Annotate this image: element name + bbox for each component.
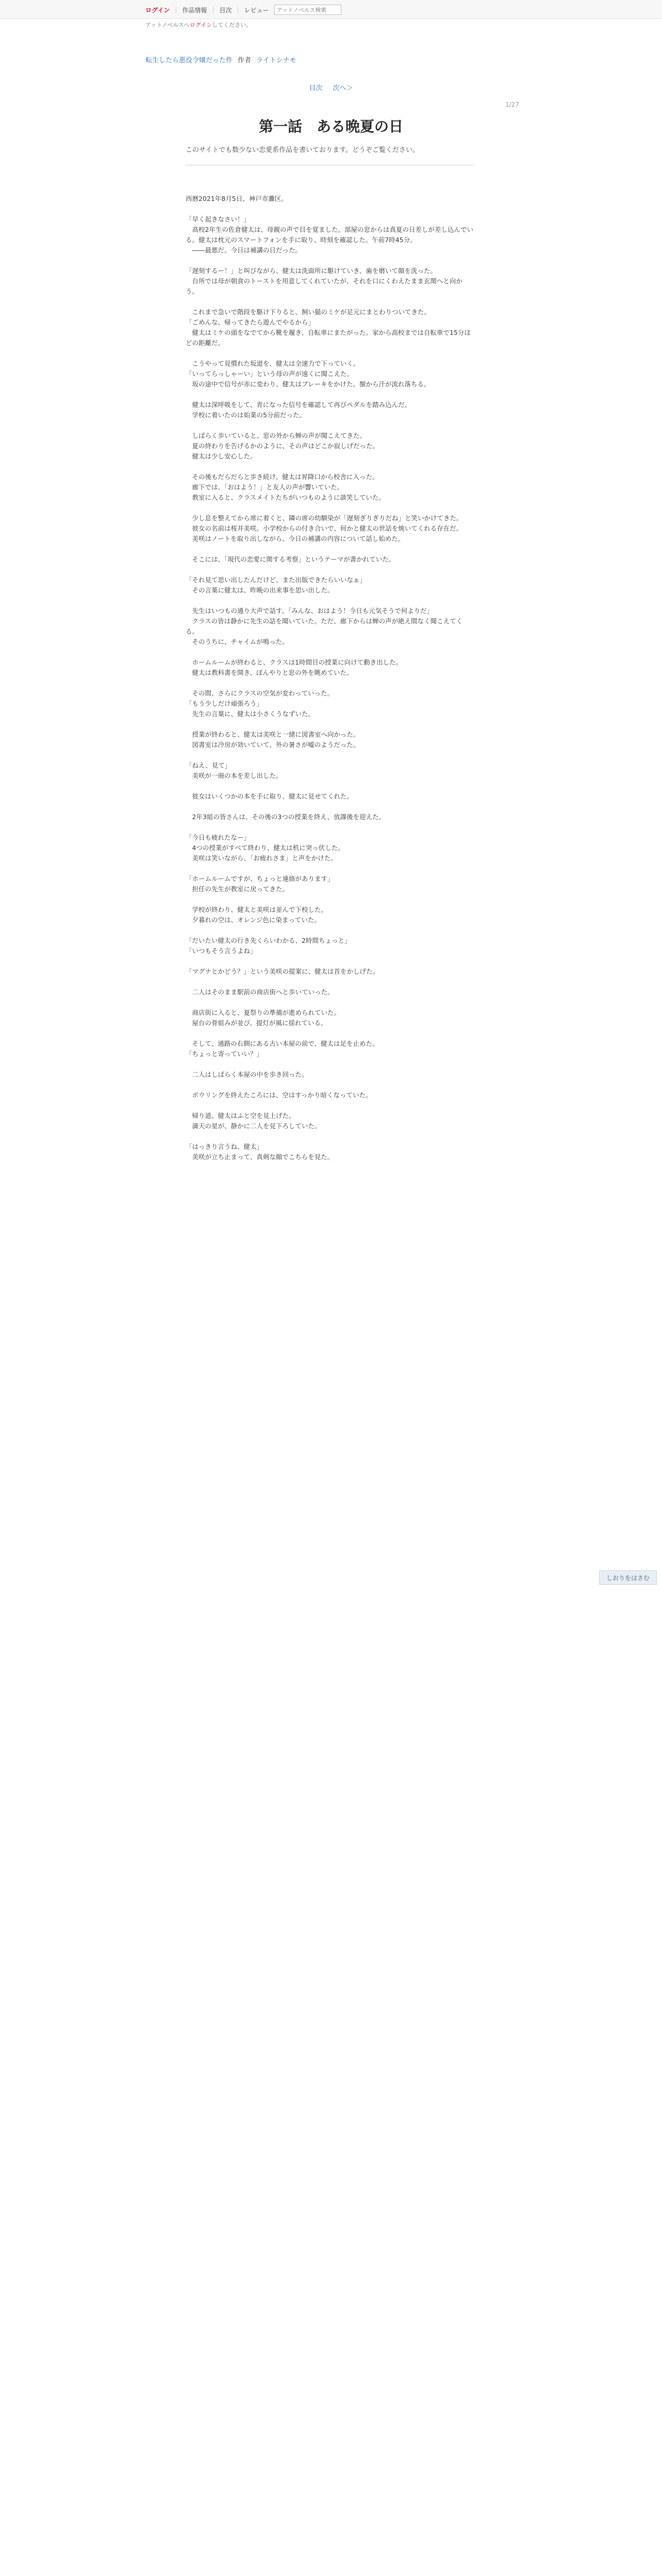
top-bar	[0, 0, 662, 19]
novel-paragraph: 高校2年生の佐倉健太は、母親の声で目を覚ました。部屋の窓からは真夏の日差しが差し込んでいる。健太は枕元のスマートフォンを手に取り、時刻を確認した。午前7時45分。	[186, 226, 473, 244]
novel-paragraph: 「いつもそう言うよね」	[186, 947, 257, 955]
novel-paragraph: 西暦2021年8月5日、神戸市灘区。	[186, 195, 288, 202]
novel-paragraph: そして、通路の右側にある古い本屋の前で、健太は足を止めた。	[186, 1040, 379, 1047]
novel-body	[186, 194, 474, 1162]
novel-paragraph: 教室に入ると、クラスメイトたちがいつものように談笑していた。	[186, 494, 385, 501]
search-input[interactable]	[274, 5, 341, 15]
paragraph-gap	[186, 678, 474, 688]
novel-paragraph: 二人はしばらく本屋の中を歩き回った。	[186, 1071, 308, 1078]
paragraph-gap	[186, 781, 474, 791]
novel-paragraph: 健太は深呼吸をして、青になった信号を確認して再びペダルを踏み込んだ。	[186, 401, 411, 409]
novel-paragraph: 美咲は笑いながら、「お疲れさま」と声をかけた。	[186, 854, 337, 862]
guest-prefix: アットノベルスへ	[145, 22, 190, 28]
nav-work-info[interactable]: 作品情報	[182, 6, 207, 14]
novel-paragraph: しばらく歩いていると、窓の外から蝉の声が聞こえてきた。	[186, 432, 367, 439]
novel-paragraph: そこには、「現代の恋愛に関する考察」というテーマが書かれていた。	[186, 555, 395, 563]
nav-review[interactable]: レビュー	[244, 6, 269, 14]
novel-paragraph: 坂の途中で信号が赤に変わり、健太はブレーキをかけた。額から汗が流れ落ちる。	[186, 380, 431, 388]
novel-paragraph: 彼女の名前は桜井美咲。小学校からの付き合いで、何かと健太の世話を焼いてくれる存在だ。	[186, 524, 463, 532]
novel-paragraph: 学校が終わり、健太と美咲は並んで下校した。	[186, 906, 328, 913]
novel-paragraph: 美咲が一冊の本を差し出した。	[186, 772, 283, 779]
paragraph-gap	[186, 420, 474, 431]
novel-paragraph: 授業が終わると、健太は美咲と一緒に図書室へ向かった。	[186, 731, 360, 738]
novel-paragraph: ――最悪だ。今日は補講の日だった。	[186, 246, 302, 254]
divider: |	[212, 6, 214, 13]
novel-paragraph: 先生はいつもの通り大声で話す。「みんな、おはよう！今日も元気そうで何よりだ」	[186, 607, 434, 615]
paragraph-gap	[186, 822, 474, 833]
paragraph-gap	[186, 925, 474, 936]
novel-paragraph: こうやって見慣れた坂道を、健太は全速力で下っていく。	[186, 360, 360, 367]
novel-paragraph: 少し息を整えてから席に着くと、隣の席の幼馴染が「遅刻ぎりぎりだね」と笑いかけてきた。	[186, 514, 463, 522]
novel-paragraph: 健太は教科書を開き、ぼんやりと窓の外を眺めていた。	[186, 669, 353, 676]
novel-paragraph: その後もだらだらと歩き続け、健太は昇降口から校舎に入った。	[186, 473, 379, 481]
novel-paragraph: 彼女はいくつかの本を手に取り、健太に見せてくれた。	[186, 792, 354, 800]
paragraph-gap	[186, 596, 474, 606]
chapter-title: 第一話 ある晩夏の日	[258, 118, 403, 135]
paragraph-gap	[186, 544, 474, 554]
novel-paragraph: 商店街に入ると、夏祭りの準備が進められていた。	[186, 1009, 341, 1016]
novel-paragraph: ホームルームが終わると、クラスは1時間目の授業に向けて動き出した。	[186, 658, 403, 666]
prelude-note: このサイトでも数少ない恋愛系作品を書いております。どうぞご覧ください。	[186, 146, 420, 154]
author-label: 作者	[238, 57, 252, 64]
paragraph-gap	[186, 1100, 474, 1111]
paragraph-gap	[186, 977, 474, 987]
chapter-nav	[0, 82, 662, 92]
novel-paragraph: 台所では母が朝食のトーストを用意してくれていたが、それを口にくわえたまま玄関へと向かう。	[186, 277, 462, 295]
paragraph-gap	[186, 204, 474, 214]
paragraph-gap	[186, 863, 474, 874]
novel-paragraph: 「早く起きなさい！」	[186, 215, 251, 223]
novel-paragraph: 図書室は冷房が効いていて、外の暑さが嘘のようだった。	[186, 741, 360, 749]
author-link[interactable]: ライトシナモ	[256, 57, 296, 64]
novel-paragraph: 担任の先生が教室に戻ってきた。	[186, 885, 289, 893]
novel-paragraph: 屋台の骨組みが並び、提灯が風に揺れている。	[186, 1019, 327, 1027]
novel-paragraph: 4つの授業がすべて終わり、健太は机に突っ伏した。	[186, 844, 344, 852]
novel-paragraph: 学校に着いたのは始業の5分前だった。	[186, 411, 306, 419]
nav-toc[interactable]: 目次	[219, 6, 232, 14]
novel-paragraph: 「もう少しだけ頑張ろう」	[186, 700, 263, 707]
novel-paragraph: 美咲が立ち止まって、真剣な顔でこちらを見た。	[186, 1153, 334, 1161]
paragraph-gap	[186, 565, 474, 575]
novel-paragraph: 「ねえ、見て」	[186, 761, 231, 769]
novel-paragraph: 「ごめんな、帰ってきたら遊んでやるから」	[186, 318, 315, 326]
paragraph-gap	[186, 348, 474, 359]
login-link[interactable]: ログイン	[145, 6, 170, 14]
page-counter: 1/27	[505, 101, 519, 108]
series-link[interactable]: 転生したら悪役令嬢だった件	[145, 57, 233, 64]
novel-paragraph: 「今日も疲れたなー」	[186, 834, 251, 841]
guest-login-link[interactable]: ログイン	[189, 22, 212, 28]
top-nav	[145, 4, 341, 15]
paragraph-gap	[186, 256, 474, 266]
novel-paragraph: 満天の星が、静かに二人を見下ろしていた。	[186, 1122, 321, 1130]
paragraph-gap	[186, 997, 474, 1008]
novel-paragraph: 帰り道、健太はふと空を見上げた。	[186, 1112, 295, 1120]
novel-paragraph: 2年3組の皆さんは、その後の3つの授業を終え、放課後を迎えた。	[186, 813, 386, 821]
paragraph-gap	[186, 1059, 474, 1070]
novel-paragraph: 二人はそのまま駅前の商店街へと歩いていった。	[186, 988, 334, 996]
novel-paragraph: その間、さらにクラスの空気が変わっていった。	[186, 689, 334, 697]
novel-paragraph: 健太は少し安心した。	[186, 452, 257, 460]
paragraph-gap	[186, 462, 474, 472]
divider: |	[175, 6, 177, 13]
guest-notice	[145, 21, 252, 29]
paragraph-gap	[186, 503, 474, 513]
paragraph-gap	[186, 647, 474, 657]
novel-paragraph: そのうちに、チャイムが鳴った。	[186, 638, 289, 646]
paragraph-gap	[186, 1131, 474, 1142]
bookmark-button[interactable]: しおりをはさむ	[599, 1570, 657, 1585]
paragraph-gap	[186, 1080, 474, 1090]
novel-paragraph: 先生の言葉に、健太は小さくうなずいた。	[186, 710, 315, 718]
novel-paragraph: 健太はミケの頭をなでてから靴を履き、自転車にまたがった。家から高校までは自転車で15分ほどの距離だ。	[186, 329, 471, 347]
next-link[interactable]: 次へ＞	[333, 84, 353, 92]
toc-link[interactable]: 目次	[309, 84, 323, 92]
paragraph-gap	[186, 956, 474, 967]
breadcrumb	[145, 55, 296, 64]
paragraph-gap	[186, 297, 474, 307]
paragraph-gap	[186, 389, 474, 400]
novel-paragraph: これまで急いで階段を駆け下りると、飼い猫のミケが足元にまとわりついてきた。	[186, 308, 431, 316]
novel-paragraph: 「だいたい健太の行き先くらいわかる、2時間ちょっと」	[186, 937, 351, 944]
novel-paragraph: 美咲はノートを取り出しながら、今日の補講の内容について話し始めた。	[186, 535, 405, 543]
paragraph-gap	[186, 1028, 474, 1039]
paragraph-gap	[186, 719, 474, 730]
novel-paragraph: 「遅刻するー！」と叫びながら、健太は洗面所に駆けていき、歯を磨いて顔を洗った。	[186, 267, 437, 275]
novel-paragraph: ボウリングを終えたころには、空はすっかり暗くなっていた。	[186, 1091, 372, 1099]
novel-paragraph: 夕暮れの空は、オレンジ色に染まっていた。	[186, 916, 321, 924]
novel-paragraph: 「ホームルームですが、ちょっと連絡があります」	[186, 875, 334, 883]
novel-paragraph: 「ちょっと寄っていい？」	[186, 1050, 263, 1058]
guest-suffix: してください。	[212, 22, 252, 28]
novel-paragraph: 「マグナとかどう？」という美咲の提案に、健太は首をかしげた。	[186, 968, 379, 975]
novel-paragraph: 「はっきり言うね、健太」	[186, 1143, 263, 1150]
divider: |	[237, 6, 239, 13]
novel-paragraph: 「それ見て思い出したんだけど、また出版できたらいいなぁ」	[186, 576, 367, 584]
novel-paragraph: 「いってらっしゃーい」という母の声が遠くに聞こえた。	[186, 370, 354, 378]
paragraph-gap	[186, 802, 474, 812]
paragraph-gap	[186, 894, 474, 905]
paragraph-gap	[186, 750, 474, 760]
novel-paragraph: クラスの皆は静かに先生の話を聞いていた。ただ、廊下からは蝉の声が絶え間なく聞こえてくる。	[186, 617, 463, 635]
novel-paragraph: 夏の終わりを告げるかのように、その声はどこか寂しげだった。	[186, 442, 379, 450]
novel-paragraph: その言葉に健太は、昨晩の出来事を思い出した。	[186, 586, 334, 594]
novel-paragraph: 廊下では、「おはよう！」と友人の声が響いていた。	[186, 483, 344, 491]
